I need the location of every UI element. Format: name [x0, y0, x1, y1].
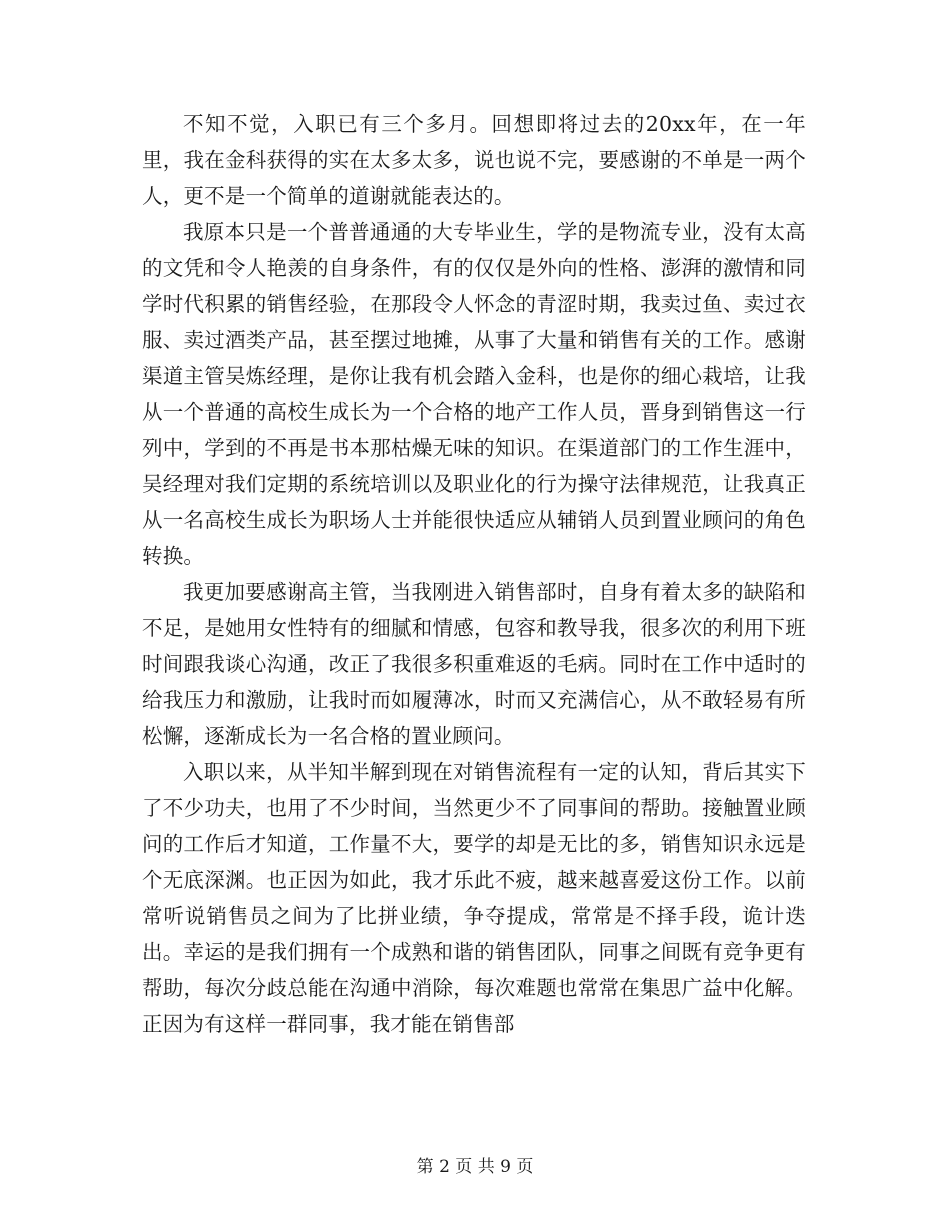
paragraph: 不知不觉，入职已有三个多月。回想即将过去的20xx年，在一年里，我在金科获得的实在太多太多，说也说不完，要感谢的不单是一两个人，更不是一个简单的道谢就能表达的。 — [142, 112, 806, 208]
page-number-footer: 第 2 页 共 9 页 — [416, 1157, 534, 1177]
paragraph: 我更加要感谢高主管，当我刚进入销售部时，自身有着太多的缺陷和不足，是她用女性特有的细腻和情感，包容和教导我，很多次的利用下班时间跟我谈心沟通，改正了我很多积重难返的毛病。同时在工作中适时的给我压力和激励，让我时而如履薄冰，时而又充满信心，从不敢轻易有所松懈，逐渐成长为一名合格的置业顾问。 — [142, 580, 806, 748]
paragraph: 我原本只是一个普普通通的大专毕业生，学的是物流专业，没有太高的文凭和令人艳羡的自身条件，有的仅仅是外向的性格、澎湃的激情和同学时代积累的销售经验，在那段令人怀念的青涩时期，我卖过鱼、卖过衣服、卖过酒类产品，甚至摆过地摊，从事了大量和销售有关的工作。感谢渠道主管吴炼经理，是你让我有机会踏入金科，也是你的细心栽培，让我从一个普通的高校生成长为一个合格的地产工作人员，晋身到销售这一行列中，学到的不再是书本那枯燥无味的知识。在渠道部门的工作生涯中，吴经理对我们定期的系统培训以及职业化的行为操守法律规范，让我真正从一名高校生成长为职场人士并能很快适应从辅销人员到置业顾问的角色转换。 — [142, 220, 806, 568]
paragraph: 入职以来，从半知半解到现在对销售流程有一定的认知，背后其实下了不少功夫，也用了不少时间，当然更少不了同事间的帮助。接触置业顾问的工作后才知道，工作量不大，要学的却是无比的多，销售知识永远是个无底深渊。也正因为如此，我才乐此不疲，越来越喜爱这份工作。以前常听说销售员之间为了比拼业绩，争夺提成，常常是不择手段，诡计迭出。幸运的是我们拥有一个成熟和谐的销售团队，同事之间既有竞争更有帮助，每次分歧总能在沟通中消除，每次难题也常常在集思广益中化解。正因为有这样一群同事，我才能在销售部 — [142, 760, 806, 1036]
document-body — [142, 106, 806, 1042]
